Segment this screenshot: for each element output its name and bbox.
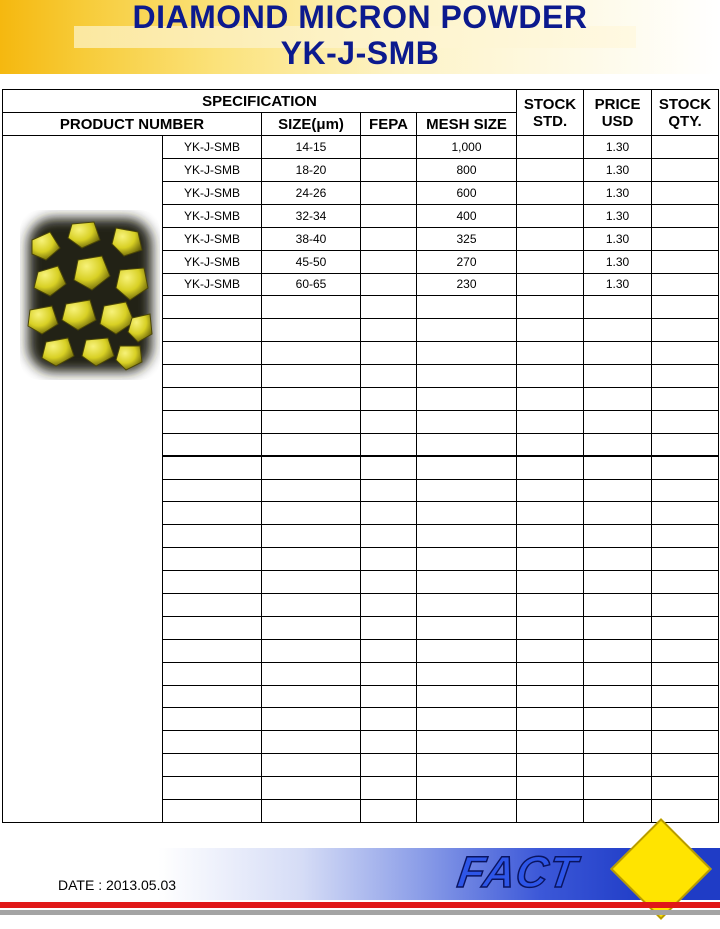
cell-stock-qty [652, 365, 719, 388]
cell-mesh [417, 319, 517, 342]
cell-stock-qty [652, 410, 719, 433]
date-label: DATE : 2013.05.03 [58, 877, 177, 893]
cell-mesh [417, 639, 517, 662]
cell-product [163, 548, 262, 571]
cell-stock-std [517, 502, 584, 525]
cell-mesh [417, 548, 517, 571]
stock-std-header-line1: STOCK [523, 95, 577, 113]
cell-fepa [361, 616, 417, 639]
cell-stock-qty [652, 181, 719, 204]
cell-size [262, 708, 361, 731]
cell-price [584, 616, 652, 639]
cell-mesh [417, 296, 517, 319]
cell-price: 1.30 [584, 204, 652, 227]
cell-size [262, 296, 361, 319]
diamond-powder-photo [20, 210, 160, 380]
cell-stock-std [517, 342, 584, 365]
cell-mesh: 270 [417, 250, 517, 273]
cell-stock-std [517, 800, 584, 823]
cell-stock-qty [652, 296, 719, 319]
cell-stock-std [517, 525, 584, 548]
cell-mesh [417, 502, 517, 525]
stock-std-header [517, 90, 584, 136]
cell-stock-qty [652, 525, 719, 548]
cell-product: YK-J-SMB [163, 181, 262, 204]
cell-price: 1.30 [584, 181, 652, 204]
cell-price: 1.30 [584, 136, 652, 159]
cell-price [584, 342, 652, 365]
cell-price [584, 639, 652, 662]
cell-price [584, 502, 652, 525]
cell-mesh: 800 [417, 159, 517, 182]
cell-stock-qty [652, 548, 719, 571]
cell-fepa [361, 548, 417, 571]
cell-size [262, 342, 361, 365]
cell-mesh [417, 479, 517, 502]
cell-stock-qty [652, 571, 719, 594]
cell-mesh: 1,000 [417, 136, 517, 159]
cell-product [163, 387, 262, 410]
cell-price [584, 433, 652, 456]
cell-stock-std [517, 227, 584, 250]
cell-fepa [361, 662, 417, 685]
cell-mesh [417, 754, 517, 777]
cell-size [262, 456, 361, 479]
cell-price [584, 685, 652, 708]
cell-product [163, 319, 262, 342]
cell-stock-qty [652, 616, 719, 639]
cell-size: 45-50 [262, 250, 361, 273]
cell-product: YK-J-SMB [163, 227, 262, 250]
cell-size: 14-15 [262, 136, 361, 159]
cell-stock-std [517, 548, 584, 571]
cell-stock-qty [652, 159, 719, 182]
cell-stock-qty [652, 319, 719, 342]
stock-qty-header-line1: STOCK [658, 95, 712, 113]
cell-product [163, 708, 262, 731]
cell-size [262, 594, 361, 617]
cell-fepa [361, 296, 417, 319]
page-title: DIAMOND MICRON POWDER [132, 0, 588, 35]
cell-size [262, 387, 361, 410]
cell-mesh [417, 731, 517, 754]
specification-table [2, 89, 719, 823]
cell-fepa [361, 204, 417, 227]
cell-product [163, 365, 262, 388]
table-row [3, 136, 719, 159]
cell-size [262, 731, 361, 754]
cell-size [262, 410, 361, 433]
cell-price [584, 571, 652, 594]
cell-size [262, 365, 361, 388]
cell-stock-qty [652, 136, 719, 159]
cell-fepa [361, 754, 417, 777]
cell-price [584, 410, 652, 433]
cell-mesh [417, 708, 517, 731]
fepa-header: FEPA [361, 113, 417, 136]
cell-product: YK-J-SMB [163, 204, 262, 227]
cell-stock-std [517, 639, 584, 662]
price-header [584, 90, 652, 136]
cell-price [584, 708, 652, 731]
cell-mesh [417, 571, 517, 594]
cell-size [262, 616, 361, 639]
price-header-line2: USD [601, 112, 634, 130]
cell-fepa [361, 685, 417, 708]
cell-size [262, 433, 361, 456]
cell-fepa [361, 342, 417, 365]
footer-red-line [0, 902, 720, 908]
cell-stock-qty [652, 754, 719, 777]
cell-mesh [417, 800, 517, 823]
cell-fepa [361, 410, 417, 433]
header-banner [0, 0, 720, 74]
cell-size [262, 662, 361, 685]
cell-price: 1.30 [584, 227, 652, 250]
cell-stock-qty [652, 685, 719, 708]
cell-fepa [361, 777, 417, 800]
cell-price [584, 731, 652, 754]
stock-qty-header [652, 90, 719, 136]
cell-mesh [417, 662, 517, 685]
cell-mesh [417, 685, 517, 708]
cell-product [163, 410, 262, 433]
cell-fepa [361, 731, 417, 754]
cell-stock-std [517, 708, 584, 731]
cell-product [163, 502, 262, 525]
cell-stock-std [517, 136, 584, 159]
cell-stock-std [517, 662, 584, 685]
cell-stock-qty [652, 479, 719, 502]
mesh-size-header: MESH SIZE [417, 113, 517, 136]
cell-mesh [417, 525, 517, 548]
cell-fepa [361, 250, 417, 273]
cell-stock-std [517, 616, 584, 639]
cell-stock-std [517, 204, 584, 227]
cell-price [584, 548, 652, 571]
cell-stock-std [517, 754, 584, 777]
cell-size: 60-65 [262, 273, 361, 296]
cell-size [262, 754, 361, 777]
cell-product [163, 639, 262, 662]
cell-fepa [361, 159, 417, 182]
cell-price [584, 387, 652, 410]
cell-size [262, 777, 361, 800]
cell-size [262, 800, 361, 823]
cell-product: YK-J-SMB [163, 273, 262, 296]
cell-price [584, 800, 652, 823]
cell-product [163, 479, 262, 502]
cell-product: YK-J-SMB [163, 250, 262, 273]
cell-fepa [361, 273, 417, 296]
cell-fepa [361, 571, 417, 594]
cell-stock-qty [652, 273, 719, 296]
cell-product [163, 594, 262, 617]
cell-fepa [361, 708, 417, 731]
cell-mesh [417, 594, 517, 617]
cell-fepa [361, 181, 417, 204]
cell-price: 1.30 [584, 159, 652, 182]
cell-stock-std [517, 250, 584, 273]
cell-stock-std [517, 777, 584, 800]
cell-price [584, 479, 652, 502]
cell-product: YK-J-SMB [163, 159, 262, 182]
cell-size [262, 639, 361, 662]
cell-stock-qty [652, 708, 719, 731]
cell-stock-std [517, 296, 584, 319]
cell-product [163, 296, 262, 319]
cell-fepa [361, 800, 417, 823]
cell-stock-std [517, 685, 584, 708]
cell-stock-std [517, 456, 584, 479]
cell-product [163, 662, 262, 685]
cell-stock-qty [652, 250, 719, 273]
cell-size [262, 502, 361, 525]
cell-price [584, 777, 652, 800]
stock-qty-header-line2: QTY. [668, 112, 702, 130]
cell-stock-std [517, 731, 584, 754]
cell-price [584, 456, 652, 479]
cell-size [262, 479, 361, 502]
cell-stock-std [517, 181, 584, 204]
cell-mesh: 325 [417, 227, 517, 250]
cell-stock-qty [652, 387, 719, 410]
cell-size: 18-20 [262, 159, 361, 182]
product-number-header: PRODUCT NUMBER [3, 113, 262, 136]
cell-size: 24-26 [262, 181, 361, 204]
cell-stock-qty [652, 731, 719, 754]
cell-stock-std [517, 594, 584, 617]
cell-price: 1.30 [584, 250, 652, 273]
cell-size [262, 685, 361, 708]
cell-size: 32-34 [262, 204, 361, 227]
cell-stock-qty [652, 342, 719, 365]
cell-product [163, 525, 262, 548]
cell-fepa [361, 136, 417, 159]
cell-product [163, 800, 262, 823]
footer-gray-line [0, 910, 720, 915]
cell-mesh [417, 616, 517, 639]
cell-fepa [361, 639, 417, 662]
size-header: SIZE(μm) [262, 113, 361, 136]
cell-price [584, 754, 652, 777]
cell-product [163, 456, 262, 479]
fact-logo: FACT [454, 848, 581, 897]
cell-fepa [361, 479, 417, 502]
cell-price: 1.30 [584, 273, 652, 296]
cell-price [584, 525, 652, 548]
cell-stock-qty [652, 777, 719, 800]
cell-fepa [361, 594, 417, 617]
cell-stock-std [517, 387, 584, 410]
cell-stock-qty [652, 594, 719, 617]
cell-product [163, 685, 262, 708]
cell-mesh: 600 [417, 181, 517, 204]
cell-product [163, 342, 262, 365]
cell-stock-qty [652, 662, 719, 685]
price-header-line1: PRICE [594, 95, 641, 113]
cell-product: YK-J-SMB [163, 136, 262, 159]
cell-mesh [417, 387, 517, 410]
cell-stock-qty [652, 204, 719, 227]
cell-mesh: 230 [417, 273, 517, 296]
cell-stock-qty [652, 433, 719, 456]
cell-fepa [361, 365, 417, 388]
page-subtitle: YK-J-SMB [280, 35, 440, 71]
cell-size [262, 548, 361, 571]
cell-stock-std [517, 433, 584, 456]
cell-product [163, 754, 262, 777]
cell-fepa [361, 525, 417, 548]
cell-price [584, 319, 652, 342]
cell-stock-std [517, 571, 584, 594]
cell-fepa [361, 502, 417, 525]
cell-stock-std [517, 273, 584, 296]
cell-stock-qty [652, 639, 719, 662]
cell-stock-qty [652, 227, 719, 250]
cell-fepa [361, 456, 417, 479]
cell-size [262, 319, 361, 342]
cell-mesh [417, 365, 517, 388]
cell-size [262, 571, 361, 594]
cell-product [163, 777, 262, 800]
cell-fepa [361, 387, 417, 410]
cell-price [584, 296, 652, 319]
cell-mesh [417, 433, 517, 456]
cell-stock-qty [652, 456, 719, 479]
cell-mesh [417, 342, 517, 365]
cell-product [163, 433, 262, 456]
cell-fepa [361, 319, 417, 342]
cell-price [584, 365, 652, 388]
cell-mesh [417, 456, 517, 479]
cell-stock-qty [652, 502, 719, 525]
cell-stock-std [517, 159, 584, 182]
cell-product [163, 616, 262, 639]
cell-product [163, 731, 262, 754]
cell-stock-std [517, 319, 584, 342]
specification-header: SPECIFICATION [3, 90, 517, 113]
cell-stock-std [517, 410, 584, 433]
cell-mesh [417, 777, 517, 800]
cell-mesh [417, 410, 517, 433]
cell-size [262, 525, 361, 548]
cell-stock-std [517, 479, 584, 502]
cell-fepa [361, 433, 417, 456]
cell-fepa [361, 227, 417, 250]
cell-price [584, 662, 652, 685]
cell-price [584, 594, 652, 617]
cell-mesh: 400 [417, 204, 517, 227]
cell-size: 38-40 [262, 227, 361, 250]
cell-stock-std [517, 365, 584, 388]
cell-product [163, 571, 262, 594]
stock-std-header-line2: STD. [532, 112, 568, 130]
